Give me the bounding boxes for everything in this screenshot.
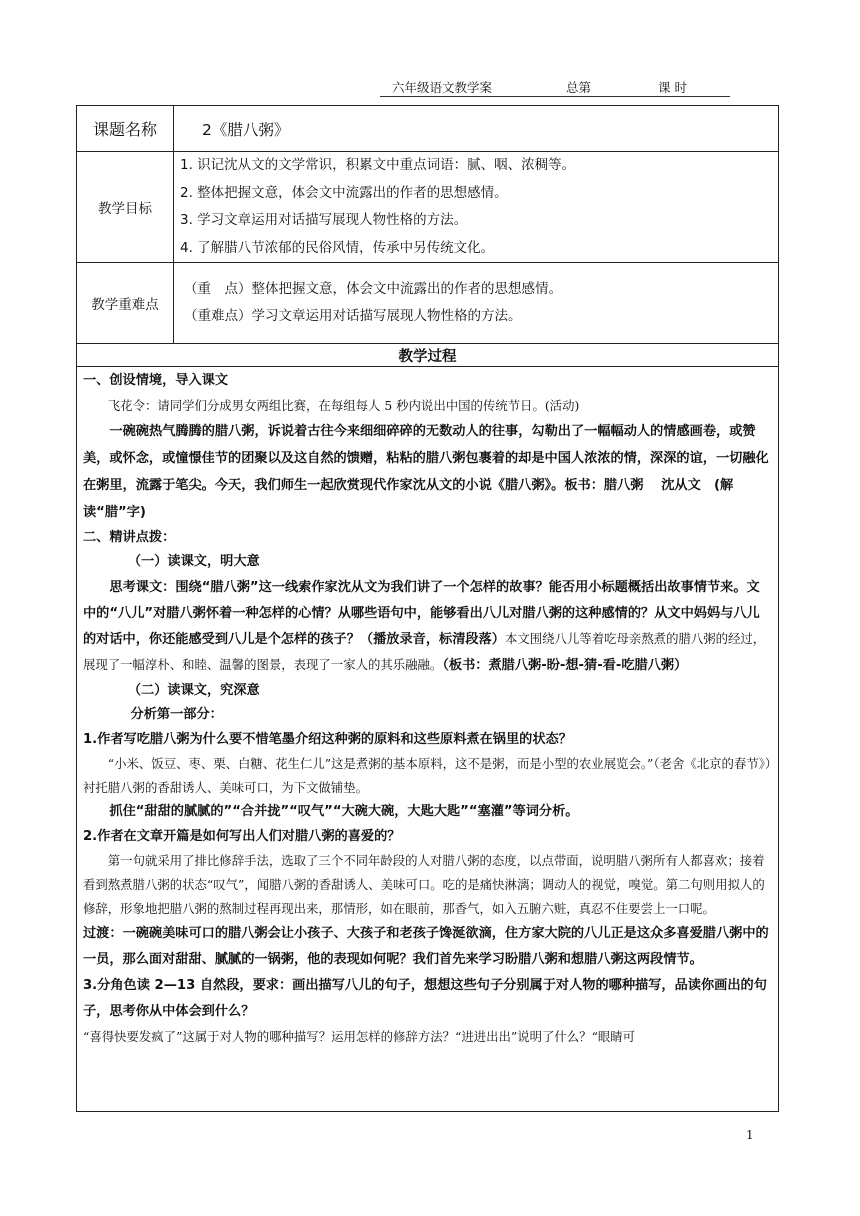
goal-item: 1. 识记沈从文的文学常识，积累文中重点词语：腻、咽、浓稠等。 xyxy=(180,157,576,173)
transition-paragraph: 过渡：一碗碗美味可口的腊八粥会让小孩子、大孩子和老孩子馋涎欲滴，住方家大院的八儿正是这众多喜爱腊八粥中的一员，那么面对甜甜、腻腻的一锅粥，他的表现如何呢？我们首先来学习盼腊八粥和想腊八粥这两段情节。 xyxy=(83,926,769,967)
header-total: 总第 xyxy=(566,80,592,95)
goal-item: 4. 了解腊八节浓郁的民俗风情，传承中另传统文化。 xyxy=(180,239,495,256)
question-2: 2.作者在文章开篇是如何写出人们对腊八粥的喜爱的？ xyxy=(83,828,401,844)
board-outline: （板书：煮腊八粥-盼-想-猜-看-吃腊八粥） xyxy=(442,657,688,673)
goal-item: 2. 整体把握文意，体会文中流露出的作者的思想感情。 xyxy=(180,184,508,201)
part-1-title: 分析第一部分： xyxy=(130,707,223,722)
process-header: 教学过程 xyxy=(77,344,779,367)
question-3-text: “喜得快要发疯了”这属于对人物的哪种描写？运用怎样的修辞方法？“进进出出”说明了什么？“眼睛可 xyxy=(83,1029,636,1044)
keypoint-item: （重 点）整体把握文意，体会文中流露出的作者的思想感情。 xyxy=(184,281,562,297)
activity-text: 飞花令：请同学们分成男女两组比赛，在每组每人 5 秒内说出中国的传统节日。(活动) xyxy=(107,397,580,413)
keypoints-list xyxy=(174,263,779,344)
process-body xyxy=(77,367,779,1112)
question-1: 1.作者写吃腊八粥为什么要不惜笔墨介绍这种粥的原料和这些原料煮在锅里的状态？ xyxy=(83,731,572,747)
question-3: 3.分角色读 2—13 自然段，要求：画出描写八儿的句子，想想这些句子分别属于对人物的哪种描写，品读你画出的句子，思考你从中体会到什么？ xyxy=(83,978,767,1019)
goals-list xyxy=(174,152,779,263)
section-2-title: 二、精讲点拨： xyxy=(83,529,176,545)
lesson-plan-table xyxy=(76,105,779,1112)
section-1-title: 一、创设情境，导入课文 xyxy=(83,373,229,388)
question-1-hint: 抓住“甜甜的腻腻的”“合并拢”“叹气”“大碗大碗，大匙大匙”“塞灌”等词分析。 xyxy=(109,804,579,819)
header-lesson: 课 时 xyxy=(658,80,687,95)
intro-paragraph: 一碗碗热气腾腾的腊八粥，诉说着古往今来细细碎碎的无数动人的往事，勾勒出了一幅幅动人的情感画卷，或赞美，或怀念，或憧憬佳节的团聚以及这自然的馈赠，粘粘的腊八粥包裹着的却是中国人浓浓的情，深深的谊，一切融化在粥里，流露于笔尖。今天，我们师生一起欣赏现代作家沈从文的小说《腊八粥》。板书：腊八粥 沈从文 (解读“腊”字) xyxy=(83,423,769,520)
topic-value: 2《腊八粥》 xyxy=(174,106,779,152)
keypoint-item: （重难点）学习文章运用对话描写展现人物性格的方法。 xyxy=(184,308,522,324)
think-answer: 本文围绕八儿等着吃母亲熬煮的腊八粥的经过，展现了一幅淳朴、和睦、温馨的图景，表现了一家人的其乐融融。 xyxy=(83,630,766,672)
goal-item: 3. 学习文章运用对话描写展现人物性格的方法。 xyxy=(180,212,468,228)
page-header xyxy=(380,78,730,97)
think-paragraph xyxy=(83,575,772,679)
topic-label: 课题名称 xyxy=(77,106,174,152)
header-title: 六年级语文教学案 xyxy=(392,80,493,95)
subsection-1-title: （一）读课文，明大意 xyxy=(127,554,260,569)
keypoints-label: 教学重难点 xyxy=(77,263,174,344)
goals-label: 教学目标 xyxy=(77,152,174,263)
subsection-2-title: （二）读课文，究深意 xyxy=(127,682,260,698)
page-number: 1 xyxy=(746,1128,754,1142)
think-question: 思考课文：围绕“腊八粥”这一线索作家沈从文为我们讲了一个怎样的故事？能否用小标题概括出故事情节来。文中的“八儿”对腊八粥怀着一种怎样的心情？从哪些语句中，能够看出八儿对腊八粥的这种感情的？从文中妈妈与八儿的对话中，你还能感受到八儿是个怎样的孩子？（播放录音，标清段落） xyxy=(83,579,760,647)
question-2-answer: 第一句就采用了排比修辞手法，选取了三个不同年龄段的人对腊八粥的态度，以点带面，说明腊八粥所有人都喜欢；接着看到熬煮腊八粥的状态“叹气”，闻腊八粥的香甜诱人、美味可口。吃的是痛快淋漓；调动人的视觉，嗅觉。第二句则用拟人的修辞，形象地把腊八粥的熬制过程再现出来，那情形，如在眼前，那香气，如入五腑六赃，真忍不住要尝上一口呢。 xyxy=(83,853,765,916)
question-1-answer: “小米、饭豆、枣、栗、白糖、花生仁儿”这是煮粥的基本原料，这不是粥，而是小型的农业展览会。”（老舍《北京的春节》）衬托腊八粥的香甜诱人、美味可口，为下文做铺垫。 xyxy=(83,756,772,795)
